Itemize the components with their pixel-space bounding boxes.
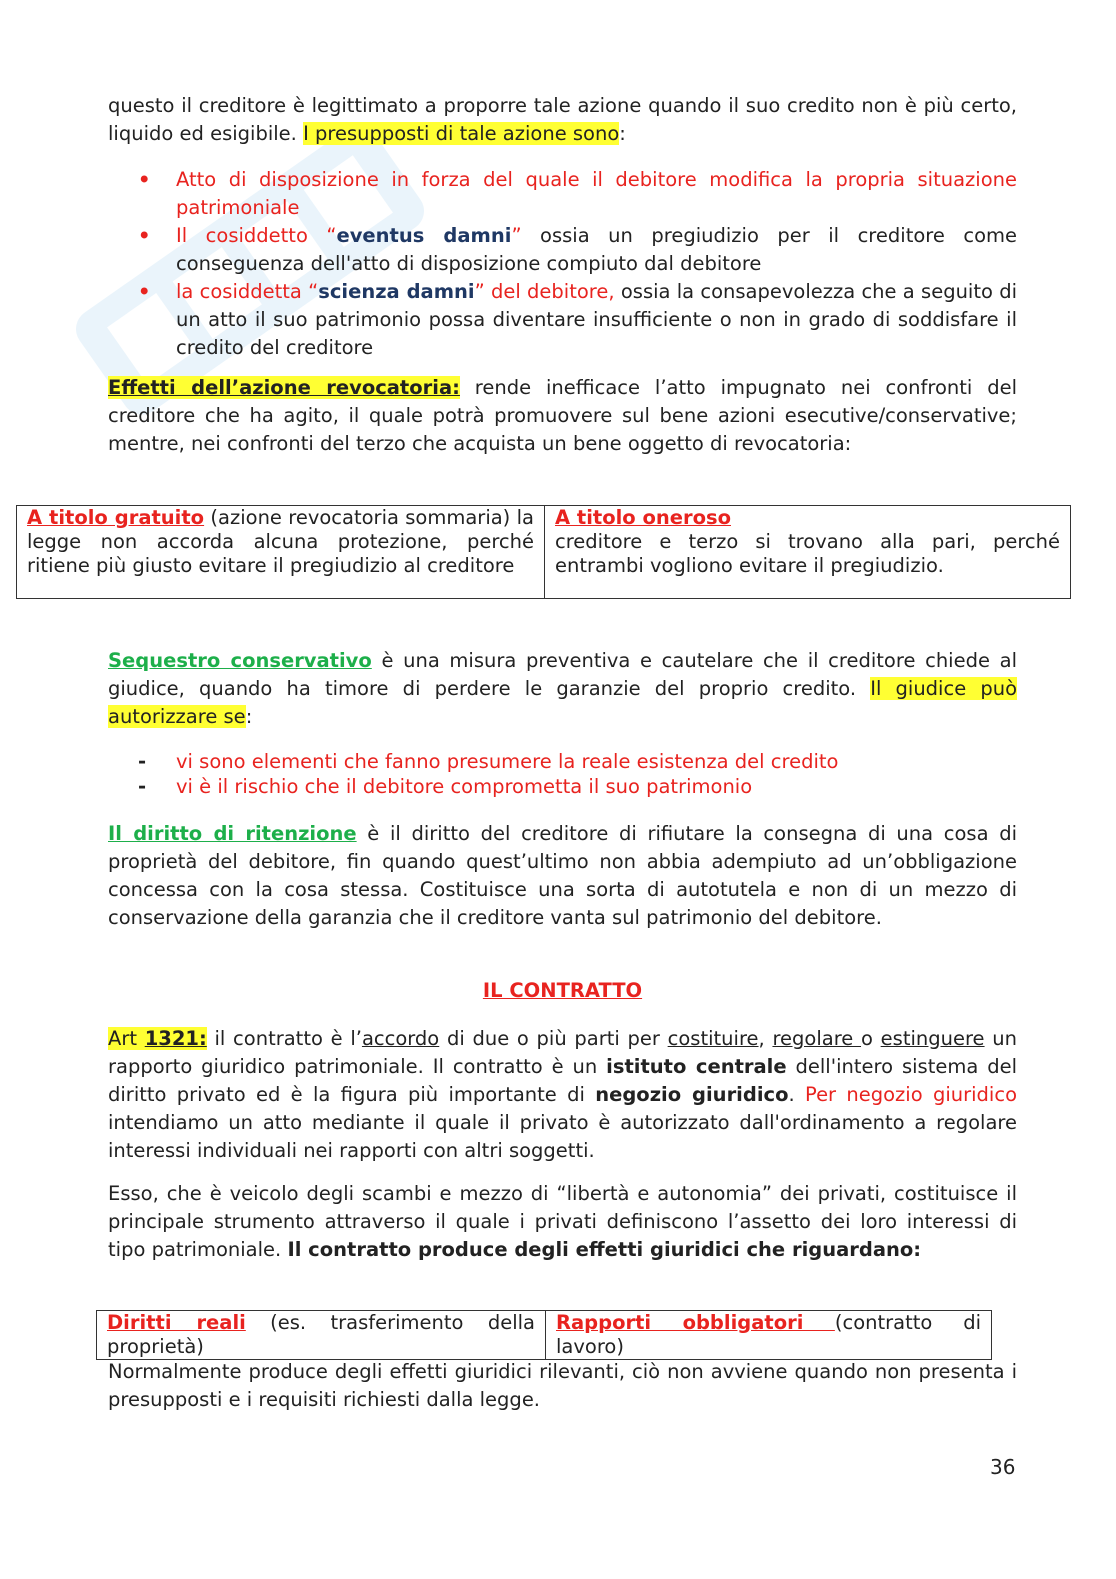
list-item: • Atto di disposizione in forza del quale il debitore modifica la propria situazione patrimoniale bbox=[138, 168, 1017, 219]
list-item: - vi sono elementi che fanno presumere la reale esistenza del credito bbox=[138, 750, 839, 773]
paragraph-effetti: Effetti dell’azione revocatoria: rende inefficace l’atto impugnato nei confronti del creditore che ha agito, il quale potrà promuovere sul bene azioni esecutive/conservative; mentre, nei confronti del terzo che acquista un bene oggetto di revocatoria: bbox=[108, 376, 1018, 455]
paragraph-ritenzione: Il diritto di ritenzione è il diritto del creditore di rifiutare la consegna di una cosa di proprietà del debitore, fin quando quest’ultimo non abbia adempiuto ad un’obbligazione concessa con la cosa stessa. Costituisce una sorta di autotutela e non di un mezzo di conservazione della garanzia che il creditore vanta sul patrimonio del debitore. bbox=[108, 822, 1017, 929]
list-item: • la cosiddetta “scienza damni” del debitore, ossia la consapevolezza che a seguito di un atto il suo patrimonio possa diventare insufficiente o non in grado di soddisfare il credito del creditore bbox=[138, 280, 1017, 359]
paragraph-art-1321: Art 1321: il contratto è l’accordo di due o più parti per costituire, regolare o estinguere un rapporto giuridico patrimoniale. Il contratto è un istituto centrale dell'intero sistema del diritto privato ed è la figura più importante di negozio giuridico. Per negozio giuridico intendiamo un atto mediante il quale il privato è autorizzato dall'ordinamento a regolare interessi individuali nei rapporti con altri soggetti. bbox=[108, 1027, 1018, 1162]
effetti-table bbox=[96, 1310, 992, 1360]
paragraph-esso: Esso, che è veicolo degli scambi e mezzo di “libertà e autonomia” dei privati, costituisce il principale strumento attraverso il quale i privati definiscono l’assetto dei loro interessi di tipo patrimoniale. Il contratto produce degli effetti giuridici che riguardano: bbox=[108, 1182, 1017, 1261]
table-cell-oneroso: A titolo oneroso creditore e terzo si trovano alla pari, perché entrambi vogliono evitare il pregiudizio. bbox=[545, 506, 1071, 599]
paragraph-sequestro: Sequestro conservativo è una misura preventiva e cautelare che il creditore chiede al giudice, quando ha timore di perdere le garanzie del proprio credito. Il giudice può autorizzare se: bbox=[108, 649, 1017, 728]
revocatoria-table bbox=[16, 505, 1071, 599]
list-item: • Il cosiddetto “eventus damni” ossia un pregiudizio per il creditore come conseguenza dell'atto di disposizione compiuto dal debitore bbox=[138, 224, 1017, 275]
section-heading: IL CONTRATTO bbox=[482, 979, 643, 1002]
paragraph-intro: questo il creditore è legittimato a proporre tale azione quando il suo credito non è più certo, liquido ed esigibile. I presupposti di tale azione sono: bbox=[108, 94, 1017, 145]
list-item: - vi è il rischio che il debitore comprometta il suo patrimonio bbox=[138, 775, 753, 798]
table-cell-diritti-reali: Diritti reali (es. trasferimento della proprietà) bbox=[97, 1311, 546, 1360]
paragraph-final: Normalmente produce degli effetti giuridici rilevanti, ciò non avviene quando non presenta i presupposti e i requisiti richiesti dalla legge. bbox=[108, 1360, 1017, 1411]
presupposti-list bbox=[138, 166, 1017, 362]
sequestro-list bbox=[138, 749, 1017, 799]
table-cell-gratuito: A titolo gratuito (azione revocatoria sommaria) la legge non accorda alcuna protezione, perché ritiene più giusto evitare il pregiudizio al creditore bbox=[17, 506, 545, 599]
table-cell-rapporti-obbligatori: Rapporti obbligatori (contratto di lavoro) bbox=[546, 1311, 992, 1360]
page-number: 36 bbox=[990, 1455, 1016, 1479]
